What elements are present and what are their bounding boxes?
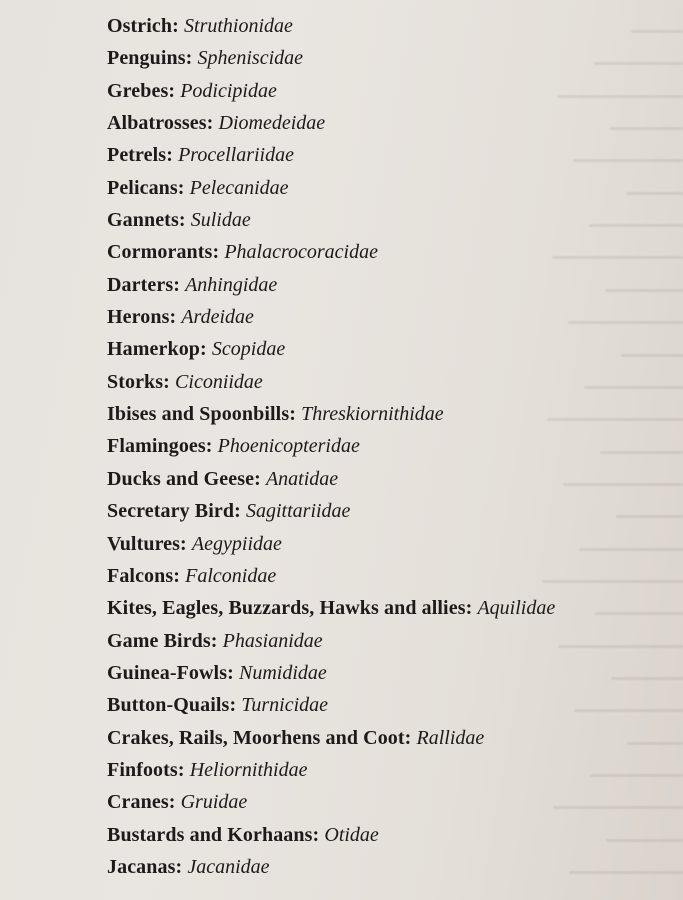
family-name: Numididae [238, 661, 327, 684]
show-through-stroke [584, 386, 683, 389]
show-through-stroke [605, 289, 683, 292]
show-through-stroke [573, 159, 683, 162]
common-name: Crakes, Rails, Moorhens and Coot [107, 726, 405, 749]
separator: : [200, 338, 212, 361]
separator: : [168, 79, 181, 102]
show-through-stroke [590, 774, 683, 777]
separator: : [254, 467, 266, 490]
show-through-stroke [610, 127, 683, 130]
common-name: Ducks and Geese [107, 467, 255, 490]
family-name: Jacanidae [187, 855, 270, 878]
separator: : [173, 564, 186, 587]
common-name: Gannets [107, 209, 179, 232]
list-item [107, 10, 555, 42]
separator: : [404, 726, 417, 749]
show-through-stroke [542, 580, 683, 583]
separator: : [180, 532, 192, 555]
family-name: Ciconiidae [175, 370, 263, 393]
family-name: Heliornithidae [189, 758, 308, 781]
list-item [107, 689, 555, 721]
list-item [107, 42, 555, 74]
common-name: Albatrosses [107, 112, 207, 135]
family-name: Anhingidae [185, 273, 278, 296]
list-item [107, 625, 555, 657]
show-through-text [533, 0, 683, 900]
common-name: Darters [107, 273, 174, 296]
list-item [107, 722, 555, 754]
common-name: Bustards and Korhaans [107, 823, 313, 846]
common-name: Game Birds [107, 629, 211, 652]
show-through-stroke [627, 742, 683, 745]
separator: : [465, 597, 478, 620]
separator: : [163, 370, 176, 393]
common-name: Jacanas [107, 855, 176, 878]
family-name: Aegypiidae [191, 532, 282, 555]
list-item [107, 366, 555, 398]
show-through-stroke [595, 612, 683, 615]
common-name: Penguins [107, 47, 186, 70]
common-name: Herons [107, 306, 170, 329]
show-through-stroke [563, 483, 683, 486]
list-item [107, 560, 555, 592]
list-item [107, 592, 555, 624]
separator: : [177, 176, 190, 199]
common-name: Ostrich [107, 15, 173, 37]
common-name: Hamerkop [107, 338, 201, 361]
separator: : [166, 144, 179, 167]
list-item [107, 528, 555, 560]
bird-family-list [107, 10, 555, 883]
list-item [107, 851, 555, 883]
show-through-stroke [631, 30, 683, 33]
show-through-stroke [547, 418, 683, 421]
family-name: Scopidae [211, 338, 286, 361]
family-name: Gruidae [180, 791, 248, 814]
list-item [107, 463, 555, 495]
separator: : [205, 435, 218, 458]
show-through-stroke [552, 256, 683, 259]
family-name: Sagittariidae [245, 500, 351, 523]
separator: : [168, 791, 181, 814]
common-name: Button-Quails [107, 694, 230, 717]
list-item [107, 786, 555, 818]
separator: : [234, 500, 246, 523]
family-name: Falconidae [185, 564, 277, 587]
family-name: Procellariidae [178, 144, 294, 167]
list-item [107, 495, 555, 527]
family-name: Sulidae [190, 209, 251, 232]
list-item [107, 139, 555, 171]
show-through-stroke [600, 451, 683, 454]
separator: : [185, 47, 198, 70]
list-item [107, 204, 555, 236]
family-name: Phalacrocoracidae [224, 241, 378, 264]
separator: : [172, 15, 185, 37]
show-through-stroke [626, 192, 683, 195]
separator: : [210, 629, 223, 652]
family-name: Struthionidae [184, 15, 293, 37]
family-name: Spheniscidae [197, 47, 304, 70]
common-name: Falcons [107, 564, 174, 587]
list-item [107, 754, 555, 786]
list-item [107, 301, 555, 333]
family-name: Rallidae [416, 726, 485, 749]
list-item [107, 269, 555, 301]
show-through-stroke [594, 62, 683, 65]
show-through-stroke [606, 839, 683, 842]
separator: : [178, 209, 191, 232]
list-item [107, 430, 555, 462]
common-name: Flamingoes [107, 435, 206, 458]
family-name: Phoenicopteridae [217, 435, 360, 458]
separator: : [312, 823, 325, 846]
show-through-stroke [557, 95, 683, 98]
separator: : [177, 758, 190, 781]
common-name: Grebes [107, 79, 169, 102]
common-name: Guinea-Fowls [107, 661, 228, 684]
common-name: Cormorants [107, 241, 213, 264]
common-name: Ibises and Spoonbills [107, 403, 290, 426]
family-name: Aquilidae [477, 597, 556, 620]
family-name: Phasianidae [222, 629, 323, 652]
common-name: Petrels [107, 144, 167, 167]
show-through-stroke [616, 515, 683, 518]
show-through-stroke [589, 224, 683, 227]
separator: : [169, 306, 182, 329]
show-through-stroke [611, 677, 683, 680]
show-through-stroke [553, 806, 683, 809]
show-through-stroke [569, 871, 683, 874]
separator: : [175, 855, 188, 878]
family-name: Anatidae [265, 467, 339, 490]
list-item [107, 75, 555, 107]
separator: : [289, 403, 302, 426]
common-name: Storks [107, 370, 164, 393]
family-name: Ardeidae [181, 306, 254, 329]
list-item [107, 819, 555, 851]
common-name: Vultures [107, 532, 181, 555]
separator: : [206, 112, 219, 135]
list-item [107, 398, 555, 430]
common-name: Cranes [107, 791, 169, 814]
list-item [107, 107, 555, 139]
list-item [107, 657, 555, 689]
list-item [107, 172, 555, 204]
family-name: Pelecanidae [189, 176, 289, 199]
common-name: Pelicans [107, 176, 178, 199]
family-name: Threskiornithidae [301, 403, 444, 426]
show-through-stroke [621, 354, 683, 357]
common-name: Finfoots [107, 758, 178, 781]
common-name: Kites, Eagles, Buzzards, Hawks and allies [107, 597, 466, 620]
separator: : [173, 273, 186, 296]
list-item [107, 333, 555, 365]
family-name: Diomedeidae [218, 112, 326, 135]
common-name: Secretary Bird [107, 500, 235, 523]
separator: : [229, 694, 242, 717]
family-name: Podicipidae [180, 79, 277, 102]
show-through-stroke [558, 645, 683, 648]
show-through-stroke [574, 709, 683, 712]
separator: : [212, 241, 225, 264]
show-through-stroke [568, 321, 683, 324]
list-item [107, 236, 555, 268]
family-name: Turnicidae [241, 694, 328, 717]
family-name: Otidae [324, 823, 379, 846]
show-through-stroke [579, 548, 683, 551]
separator: : [227, 661, 239, 684]
